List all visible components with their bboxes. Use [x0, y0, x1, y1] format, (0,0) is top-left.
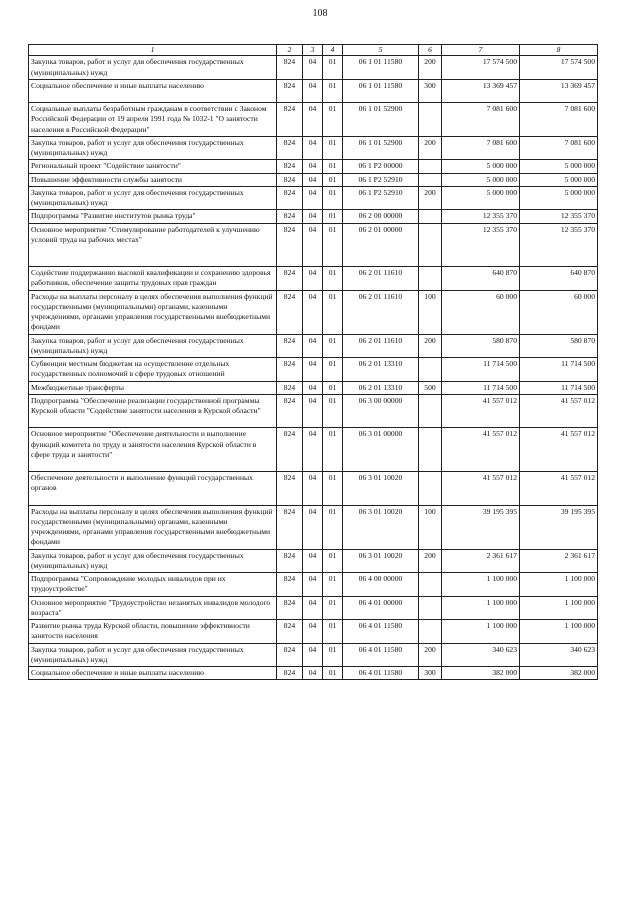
- row-code-target: 06 2 01 00000: [343, 223, 419, 267]
- row-name: Подпрограмма "Обеспечение реализации государственной программы Курской области "Содействие занятости населения в Курской области": [29, 394, 277, 428]
- row-code-target: 06 4 01 11580: [343, 667, 419, 680]
- row-code-subsection: 01: [323, 210, 343, 223]
- row-code-admin: 824: [277, 394, 303, 428]
- row-amount-next: 11 714 500: [520, 381, 598, 394]
- row-amount: 39 195 395: [442, 505, 520, 549]
- row-code-admin: 824: [277, 549, 303, 573]
- row-code-section: 04: [303, 186, 323, 210]
- row-code-expense-type: [419, 223, 442, 267]
- row-code-expense-type: [419, 472, 442, 506]
- table-row: [29, 160, 598, 173]
- row-amount: 41 557 012: [442, 394, 520, 428]
- row-amount: 11 714 500: [442, 358, 520, 382]
- row-code-subsection: 01: [323, 573, 343, 597]
- row-name: Социальное обеспечение и иные выплаты населению: [29, 79, 277, 102]
- row-code-expense-type: 200: [419, 186, 442, 210]
- row-name: Закупка товаров, работ и услуг для обеспечения государственных (муниципальных) нужд: [29, 549, 277, 573]
- row-code-admin: 824: [277, 643, 303, 667]
- row-code-section: 04: [303, 173, 323, 186]
- row-amount: 2 361 617: [442, 549, 520, 573]
- row-code-section: 04: [303, 290, 323, 334]
- row-code-expense-type: [419, 267, 442, 291]
- row-code-admin: 824: [277, 472, 303, 506]
- table-row: [29, 173, 598, 186]
- row-code-target: 06 3 00 00000: [343, 394, 419, 428]
- row-code-section: 04: [303, 103, 323, 137]
- row-amount: 41 557 012: [442, 472, 520, 506]
- row-code-subsection: 01: [323, 186, 343, 210]
- row-code-target: 06 1 01 11580: [343, 79, 419, 102]
- row-name: Региональный проект "Содействие занятости": [29, 160, 277, 173]
- table-row: [29, 643, 598, 667]
- row-amount-next: 640 870: [520, 267, 598, 291]
- row-amount: 580 870: [442, 334, 520, 358]
- row-name: Закупка товаров, работ и услуг для обеспечения государственных (муниципальных) нужд: [29, 56, 277, 80]
- table-row: [29, 472, 598, 506]
- row-amount-next: 41 557 012: [520, 428, 598, 472]
- row-code-section: 04: [303, 136, 323, 160]
- column-header: 7: [442, 45, 520, 56]
- row-code-section: 04: [303, 358, 323, 382]
- row-name: Социальные выплаты безработным гражданам в соответствии с Законом Российской Федерации от 19 апреля 1991 года № 1032-1 "О занятости населения в Российской Федерации": [29, 103, 277, 137]
- row-code-section: 04: [303, 267, 323, 291]
- row-amount-next: 13 369 457: [520, 79, 598, 102]
- row-code-expense-type: 500: [419, 381, 442, 394]
- table-row: [29, 223, 598, 267]
- column-header: 5: [343, 45, 419, 56]
- row-code-admin: 824: [277, 160, 303, 173]
- row-amount: 17 574 500: [442, 56, 520, 80]
- row-code-target: 06 1 01 52900: [343, 103, 419, 137]
- row-amount-next: 5 000 000: [520, 186, 598, 210]
- row-name: Расходы на выплаты персоналу в целях обеспечения выполнения функций государственными (муниципальными) органами, казенными учреждениями, органами управления государственными внебюджетными фондами: [29, 505, 277, 549]
- row-code-section: 04: [303, 394, 323, 428]
- row-amount: 340 623: [442, 643, 520, 667]
- table-row: [29, 596, 598, 620]
- table-row: [29, 428, 598, 472]
- header-row: [29, 45, 598, 56]
- row-amount: 60 000: [442, 290, 520, 334]
- row-code-subsection: 01: [323, 381, 343, 394]
- row-code-expense-type: 100: [419, 505, 442, 549]
- row-amount-next: 17 574 500: [520, 56, 598, 80]
- row-name: Содействие поддержанию высокой квалификации и сохранению здоровья работников, обеспечение защиты трудовых прав граждан: [29, 267, 277, 291]
- row-name: Основное мероприятие "Обеспечение деятельности и выполнение функций комитета по труду и занятости населения Курской области в сфере труда и занятости": [29, 428, 277, 472]
- row-code-section: 04: [303, 596, 323, 620]
- row-code-expense-type: 100: [419, 290, 442, 334]
- table-row: [29, 549, 598, 573]
- row-code-expense-type: 200: [419, 549, 442, 573]
- row-code-section: 04: [303, 505, 323, 549]
- row-code-subsection: 01: [323, 290, 343, 334]
- table-row: [29, 267, 598, 291]
- row-code-admin: 824: [277, 79, 303, 102]
- row-amount-next: 2 361 617: [520, 549, 598, 573]
- row-amount-next: 1 100 000: [520, 596, 598, 620]
- row-code-admin: 824: [277, 103, 303, 137]
- row-name: Межбюджетные трансферты: [29, 381, 277, 394]
- row-amount-next: 340 623: [520, 643, 598, 667]
- row-code-admin: 824: [277, 381, 303, 394]
- row-code-target: 06 1 01 52900: [343, 136, 419, 160]
- row-name: Закупка товаров, работ и услуг для обеспечения государственных (муниципальных) нужд: [29, 186, 277, 210]
- row-code-expense-type: [419, 173, 442, 186]
- row-name: Основное мероприятие "Трудоустройство незанятых инвалидов молодого возраста": [29, 596, 277, 620]
- row-code-target: 06 4 01 00000: [343, 596, 419, 620]
- row-amount: 5 000 000: [442, 160, 520, 173]
- row-code-section: 04: [303, 667, 323, 680]
- row-code-section: 04: [303, 573, 323, 597]
- row-name: Закупка товаров, работ и услуг для обеспечения государственных (муниципальных) нужд: [29, 334, 277, 358]
- row-code-subsection: 01: [323, 394, 343, 428]
- row-amount: 12 355 370: [442, 210, 520, 223]
- row-code-expense-type: [419, 596, 442, 620]
- row-code-admin: 824: [277, 596, 303, 620]
- row-amount: 5 000 000: [442, 186, 520, 210]
- row-code-target: 06 3 01 10020: [343, 505, 419, 549]
- row-code-target: 06 3 01 00000: [343, 428, 419, 472]
- row-amount-next: 11 714 500: [520, 358, 598, 382]
- row-code-section: 04: [303, 334, 323, 358]
- row-code-admin: 824: [277, 267, 303, 291]
- row-code-section: 04: [303, 381, 323, 394]
- table-row: [29, 186, 598, 210]
- row-amount-next: 7 081 600: [520, 103, 598, 137]
- row-amount-next: 41 557 012: [520, 472, 598, 506]
- row-code-expense-type: 200: [419, 136, 442, 160]
- row-name: Закупка товаров, работ и услуг для обеспечения государственных (муниципальных) нужд: [29, 136, 277, 160]
- row-code-admin: 824: [277, 573, 303, 597]
- column-header: 3: [303, 45, 323, 56]
- row-code-subsection: 01: [323, 549, 343, 573]
- row-amount: 1 100 000: [442, 573, 520, 597]
- row-code-admin: 824: [277, 620, 303, 644]
- row-code-target: 06 2 01 13310: [343, 358, 419, 382]
- column-header: 1: [29, 45, 277, 56]
- row-code-admin: 824: [277, 210, 303, 223]
- page-number: 108: [312, 8, 328, 19]
- table-row: [29, 394, 598, 428]
- row-name: Социальное обеспечение и иные выплаты населению: [29, 667, 277, 680]
- row-amount: 13 369 457: [442, 79, 520, 102]
- row-code-section: 04: [303, 210, 323, 223]
- row-code-subsection: 01: [323, 596, 343, 620]
- row-name: Закупка товаров, работ и услуг для обеспечения государственных (муниципальных) нужд: [29, 643, 277, 667]
- row-code-subsection: 01: [323, 136, 343, 160]
- row-code-admin: 824: [277, 358, 303, 382]
- row-code-expense-type: [419, 103, 442, 137]
- row-code-subsection: 01: [323, 667, 343, 680]
- row-amount-next: 1 100 000: [520, 573, 598, 597]
- row-code-subsection: 01: [323, 173, 343, 186]
- row-code-expense-type: [419, 394, 442, 428]
- row-code-subsection: 01: [323, 472, 343, 506]
- row-code-admin: 824: [277, 290, 303, 334]
- row-name: Развитие рынка труда Курской области, повышение эффективности занятости населения: [29, 620, 277, 644]
- row-name: Субвенции местным бюджетам на осуществление отдельных государственных полномочий в сфере трудовых отношений: [29, 358, 277, 382]
- row-code-admin: 824: [277, 223, 303, 267]
- row-code-expense-type: [419, 573, 442, 597]
- row-code-expense-type: 300: [419, 667, 442, 680]
- row-amount-next: 1 100 000: [520, 620, 598, 644]
- row-code-target: 06 1 P2 00000: [343, 160, 419, 173]
- row-code-section: 04: [303, 223, 323, 267]
- row-code-target: 06 2 00 00000: [343, 210, 419, 223]
- row-code-subsection: 01: [323, 160, 343, 173]
- row-code-subsection: 01: [323, 505, 343, 549]
- row-code-expense-type: 200: [419, 334, 442, 358]
- row-code-admin: 824: [277, 428, 303, 472]
- row-amount-next: 382 000: [520, 667, 598, 680]
- row-code-target: 06 2 01 11610: [343, 290, 419, 334]
- column-header: 4: [323, 45, 343, 56]
- column-header: 8: [520, 45, 598, 56]
- row-code-expense-type: [419, 620, 442, 644]
- row-amount-next: 580 870: [520, 334, 598, 358]
- row-amount-next: 12 355 370: [520, 223, 598, 267]
- row-name: Повышение эффективности службы занятости: [29, 173, 277, 186]
- row-code-subsection: 01: [323, 223, 343, 267]
- row-amount: 12 355 370: [442, 223, 520, 267]
- row-amount-next: 12 355 370: [520, 210, 598, 223]
- row-code-admin: 824: [277, 173, 303, 186]
- row-amount: 11 714 500: [442, 381, 520, 394]
- table-row: [29, 56, 598, 80]
- row-code-target: 06 1 P2 52910: [343, 173, 419, 186]
- row-amount-next: 41 557 012: [520, 394, 598, 428]
- row-code-target: 06 1 P2 52910: [343, 186, 419, 210]
- row-code-admin: 824: [277, 334, 303, 358]
- table-row: [29, 573, 598, 597]
- row-code-expense-type: [419, 160, 442, 173]
- row-code-section: 04: [303, 160, 323, 173]
- row-amount: 1 100 000: [442, 620, 520, 644]
- row-code-expense-type: 200: [419, 643, 442, 667]
- row-amount: 41 557 012: [442, 428, 520, 472]
- row-code-expense-type: 300: [419, 79, 442, 102]
- row-code-admin: 824: [277, 505, 303, 549]
- row-amount: 640 870: [442, 267, 520, 291]
- table-row: [29, 334, 598, 358]
- row-amount: 1 100 000: [442, 596, 520, 620]
- row-code-subsection: 01: [323, 79, 343, 102]
- row-code-admin: 824: [277, 56, 303, 80]
- table-row: [29, 136, 598, 160]
- row-amount-next: 5 000 000: [520, 173, 598, 186]
- row-code-subsection: 01: [323, 56, 343, 80]
- table-row: [29, 79, 598, 102]
- row-code-subsection: 01: [323, 358, 343, 382]
- row-code-expense-type: [419, 358, 442, 382]
- row-amount-next: 5 000 000: [520, 160, 598, 173]
- row-code-section: 04: [303, 56, 323, 80]
- row-code-section: 04: [303, 549, 323, 573]
- row-code-target: 06 4 01 11580: [343, 643, 419, 667]
- row-code-target: 06 2 01 13310: [343, 381, 419, 394]
- row-amount: 7 081 600: [442, 136, 520, 160]
- table-row: [29, 667, 598, 680]
- row-code-section: 04: [303, 472, 323, 506]
- row-amount: 5 000 000: [442, 173, 520, 186]
- budget-table: [28, 44, 598, 680]
- table-row: [29, 620, 598, 644]
- row-name: Подпрограмма "Развитие институтов рынка труда": [29, 210, 277, 223]
- row-code-expense-type: [419, 428, 442, 472]
- table-row: [29, 290, 598, 334]
- row-name: Обеспечение деятельности и выполнение функций государственных органов: [29, 472, 277, 506]
- row-code-subsection: 01: [323, 428, 343, 472]
- row-name: Расходы на выплаты персоналу в целях обеспечения выполнения функций государственными (муниципальными) органами, казенными учреждениями, органами управления государственными внебюджетными фондами: [29, 290, 277, 334]
- row-code-section: 04: [303, 620, 323, 644]
- column-header: 2: [277, 45, 303, 56]
- row-amount: 7 081 600: [442, 103, 520, 137]
- row-code-section: 04: [303, 428, 323, 472]
- row-amount-next: 7 081 600: [520, 136, 598, 160]
- row-code-expense-type: [419, 210, 442, 223]
- row-name: Основное мероприятие "Стимулирование работодателей к улучшению условий труда на рабочих местах": [29, 223, 277, 267]
- row-code-section: 04: [303, 643, 323, 667]
- row-code-target: 06 4 00 00000: [343, 573, 419, 597]
- row-code-subsection: 01: [323, 334, 343, 358]
- row-code-target: 06 3 01 10020: [343, 472, 419, 506]
- row-code-subsection: 01: [323, 643, 343, 667]
- row-amount: 382 000: [442, 667, 520, 680]
- table-row: [29, 358, 598, 382]
- row-amount-next: 39 195 395: [520, 505, 598, 549]
- row-code-target: 06 4 01 11580: [343, 620, 419, 644]
- table-row: [29, 381, 598, 394]
- column-header: 6: [419, 45, 442, 56]
- table-row: [29, 210, 598, 223]
- row-code-subsection: 01: [323, 267, 343, 291]
- row-code-section: 04: [303, 79, 323, 102]
- row-amount-next: 60 000: [520, 290, 598, 334]
- row-code-subsection: 01: [323, 620, 343, 644]
- table-row: [29, 103, 598, 137]
- row-code-subsection: 01: [323, 103, 343, 137]
- row-code-target: 06 2 01 11610: [343, 334, 419, 358]
- row-code-target: 06 2 01 11610: [343, 267, 419, 291]
- row-name: Подпрограмма "Сопровождение молодых инвалидов при их трудоустройстве": [29, 573, 277, 597]
- row-code-target: 06 1 01 11580: [343, 56, 419, 80]
- row-code-admin: 824: [277, 186, 303, 210]
- row-code-admin: 824: [277, 136, 303, 160]
- row-code-admin: 824: [277, 667, 303, 680]
- row-code-target: 06 3 01 10020: [343, 549, 419, 573]
- table-row: [29, 505, 598, 549]
- row-code-expense-type: 200: [419, 56, 442, 80]
